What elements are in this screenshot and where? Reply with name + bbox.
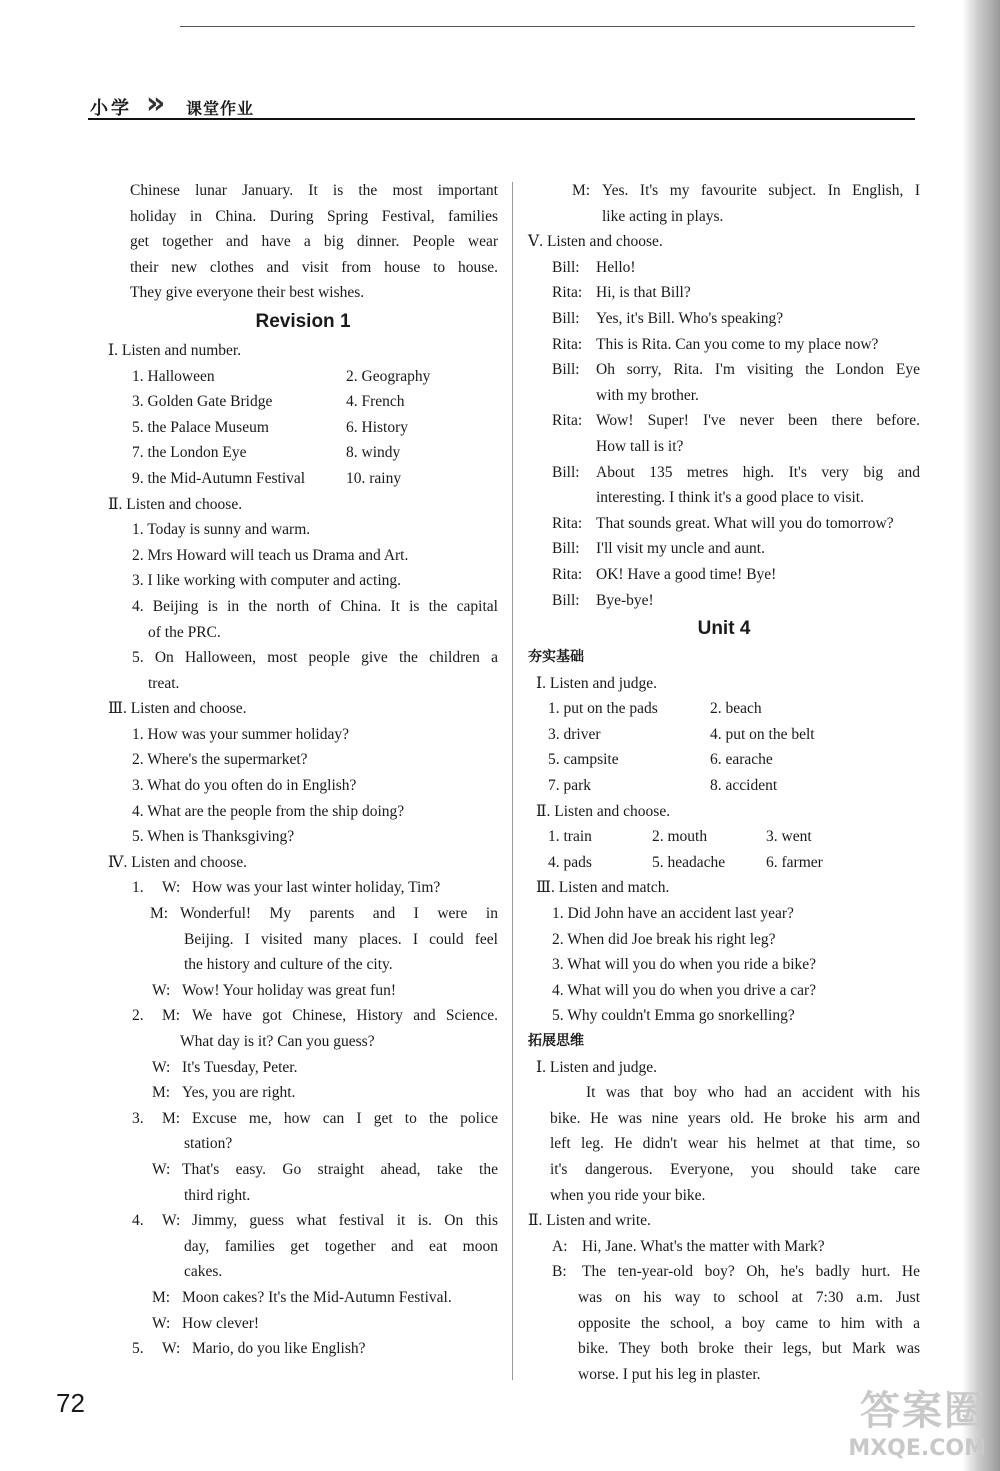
dialogue-line <box>552 357 920 383</box>
speaker: Rita: <box>552 412 583 430</box>
dialogue-text: Yes, it's Bill. Who's speaking? <box>596 309 784 327</box>
list-item: 4. pads <box>548 853 592 871</box>
dialogue-line <box>132 1106 498 1132</box>
speaker: M: <box>152 1084 171 1102</box>
list-item: 4. What are the people from the ship doing? <box>132 802 405 820</box>
intro-line: They give everyone their best wishes. <box>130 284 365 302</box>
intro-paragraph <box>108 178 498 306</box>
double-chevron-icon: » <box>146 86 166 121</box>
section-heading: Ⅰ. Listen and judge. <box>536 1058 658 1076</box>
dialogue-text-continued: Beijing. I visited many places. I could feel <box>184 930 498 948</box>
dialogue-text-continued: What day is it? Can you guess? <box>180 1033 375 1050</box>
header-school: 小学 <box>90 98 132 119</box>
list-item: 1. Today is sunny and warm. <box>132 521 311 539</box>
section-heading: Ⅱ. Listen and choose. <box>536 802 671 820</box>
paragraph-line: it's dangerous. Everyone, you should take care <box>550 1160 920 1178</box>
list-item: 4. What will you do when you drive a car? <box>552 981 816 999</box>
dialogue-number: 1. <box>132 879 144 897</box>
list-item: 5. headache <box>652 853 726 871</box>
dialogue-line <box>552 562 920 588</box>
dialogue-line <box>152 1311 498 1337</box>
list-item: 7. park <box>548 777 592 795</box>
dialogue-number: 2. <box>132 1007 144 1025</box>
dialogue-number: 3. <box>132 1109 144 1127</box>
list-item: 5. campsite <box>548 751 619 769</box>
list-item: 2. mouth <box>652 828 708 846</box>
section-heading: Ⅱ. Listen and write. <box>528 1212 651 1230</box>
list-item: 3. I like working with computer and acting. <box>132 572 402 590</box>
dialogue-line <box>152 1285 498 1311</box>
dialogue-line <box>552 255 920 281</box>
paragraph-line: left leg. He didn't wear his helmet at that time, so <box>550 1135 920 1153</box>
dialogue-text-continued: was on his way to school at 7:30 a.m. Just <box>578 1288 920 1306</box>
intro-line: Chinese lunar January. It is the most important <box>130 182 498 199</box>
list-item: 8. accident <box>710 777 778 795</box>
dialogue-line <box>152 1157 498 1183</box>
list-item: 1. Did John have an accident last year? <box>552 905 794 923</box>
dialogue-text-continued: third right. <box>184 1186 251 1204</box>
dialogue-text-continued: interesting. I think it's a good place to visit. <box>596 489 864 507</box>
speaker: Rita: <box>552 284 583 302</box>
dialogue-line <box>552 536 920 562</box>
list-item: 1. How was your summer holiday? <box>132 725 349 743</box>
page-edge-shadow <box>962 0 1000 1471</box>
section-heading: Ⅲ. Listen and match. <box>536 879 670 897</box>
speaker: B: <box>552 1263 567 1281</box>
speaker: Bill: <box>552 591 580 609</box>
dialogue-line <box>552 1259 920 1285</box>
top-rule <box>180 26 915 27</box>
dialogue-text-continued: with my brother. <box>596 386 699 404</box>
speaker: Rita: <box>552 514 583 532</box>
dialogue-line <box>552 1234 920 1260</box>
dialogue-text: The ten-year-old boy? Oh, he's badly hurt. He <box>582 1263 920 1281</box>
list-item: 4. Beijing is in the north of China. It is the capital <box>132 597 498 615</box>
speaker: A: <box>552 1237 568 1255</box>
dialogue-text: Jimmy, guess what festival it is. On this <box>192 1212 498 1230</box>
watermark-main: 答案圈 <box>860 1388 986 1434</box>
dialogue-text: That's easy. Go straight ahead, take the <box>182 1160 498 1178</box>
list-row <box>548 722 920 748</box>
intro-line: their new clothes and visit from house to house. <box>130 258 498 276</box>
dialogue-text: This is Rita. Can you come to my place now? <box>596 335 879 353</box>
header-book-title: 课堂作业 <box>186 99 255 118</box>
speaker: Rita: <box>552 565 583 583</box>
dialogue-text: Oh sorry, Rita. I'm visiting the London Eye <box>596 361 920 379</box>
subsection-heading: 夯实基础 <box>528 649 584 666</box>
list-item-continued: treat. <box>148 674 180 692</box>
list-item-continued: of the PRC. <box>148 623 221 641</box>
speaker: Bill: <box>552 540 580 558</box>
dialogue-text: Yes. It's my favourite subject. In English, I <box>602 182 920 199</box>
speaker: W: <box>152 1160 171 1178</box>
revision-title: Revision 1 <box>255 310 351 332</box>
dialogue-text: How was your last winter holiday, Tim? <box>192 879 441 897</box>
paragraph-line: It was that boy who had an accident with his <box>586 1084 920 1102</box>
list-item: 6. History <box>346 418 408 436</box>
list-item: 8. windy <box>346 444 401 462</box>
section-heading: Ⅳ. Listen and choose. <box>108 853 248 871</box>
dialogue-text: Excuse me, how can I get to the police <box>192 1109 498 1127</box>
list-row <box>132 466 498 492</box>
speaker: M: <box>162 1007 181 1025</box>
list-item: 5. When is Thanksgiving? <box>132 828 295 846</box>
speaker: W: <box>152 1314 171 1332</box>
dialogue-text: Wow! Your holiday was great fun! <box>182 981 396 999</box>
dialogue-line <box>552 460 920 486</box>
page-number: 72 <box>56 1388 85 1418</box>
list-item: 9. the Mid-Autumn Festival <box>132 469 306 487</box>
list-item: 3. What do you often do in English? <box>132 777 357 795</box>
list-item: 3. went <box>766 828 812 846</box>
speaker: Rita: <box>552 335 583 353</box>
dialogue-line <box>132 1003 498 1029</box>
dialogue-text-continued: opposite the school, a boy came to him with a <box>578 1314 920 1332</box>
section-heading: Ⅰ. Listen and judge. <box>536 674 658 692</box>
list-row <box>548 773 920 799</box>
list-item: 3. driver <box>548 725 601 743</box>
list-row <box>548 696 920 722</box>
section-heading: Ⅰ. Listen and number. <box>108 341 242 359</box>
list-item: 10. rainy <box>346 469 402 487</box>
dialogue-text: About 135 metres high. It's very big and <box>596 463 920 481</box>
dialogue-line <box>552 306 920 332</box>
section-heading: Ⅴ. Listen and choose. <box>528 233 663 251</box>
list-item: 1. Halloween <box>132 367 215 385</box>
speaker: Bill: <box>552 361 580 379</box>
dialogue-text: Wonderful! My parents and I were in <box>180 905 498 923</box>
list-row <box>132 440 498 466</box>
dialogue-line <box>552 511 920 537</box>
list-item: 2. beach <box>710 700 762 718</box>
dialogue-line <box>132 875 498 901</box>
list-item: 4. put on the belt <box>710 725 815 743</box>
dialogue-line <box>132 1208 498 1234</box>
left-column <box>108 178 498 1362</box>
list-item: 5. the Palace Museum <box>132 418 269 436</box>
dialogue-text: OK! Have a good time! Bye! <box>596 565 777 583</box>
watermark-site: MXQE.COM <box>848 1436 986 1461</box>
dialogue-text: How clever! <box>182 1314 260 1332</box>
list-item: 7. the London Eye <box>132 444 247 462</box>
right-column <box>528 178 920 1387</box>
unit-title: Unit 4 <box>697 618 751 640</box>
list-item: 1. train <box>548 828 592 846</box>
speaker: Bill: <box>552 309 580 327</box>
speaker: W: <box>162 1212 181 1230</box>
speaker: Bill: <box>552 258 580 276</box>
paragraph-line: bike. He was nine years old. He broke his arm and <box>550 1109 920 1127</box>
dialogue-text: Wow! Super! I've never been there before. <box>596 412 920 430</box>
column-divider <box>512 182 513 1380</box>
dialogue-text-continued: station? <box>184 1135 233 1153</box>
list-item: 5. On Halloween, most people give the children a <box>132 649 498 667</box>
list-item: 2. Geography <box>346 367 431 385</box>
speaker: M: <box>152 1288 171 1306</box>
dialogue-text: Moon cakes? It's the Mid-Autumn Festival. <box>182 1288 452 1306</box>
dialogue-text: Bye-bye! <box>596 591 654 609</box>
list-item: 6. earache <box>710 751 773 769</box>
dialogue-line <box>552 408 920 434</box>
list-item: 6. farmer <box>766 853 823 871</box>
dialogue-line <box>152 1055 498 1081</box>
dialogue-number: 4. <box>132 1212 144 1230</box>
dialogue-text: It's Tuesday, Peter. <box>182 1058 298 1076</box>
dialogue-text: Hi, is that Bill? <box>596 284 691 302</box>
dialogue-line <box>152 1080 498 1106</box>
dialogue-text-continued: How tall is it? <box>596 437 684 455</box>
speaker: M: <box>162 1109 181 1127</box>
list-item: 5. Why couldn't Emma go snorkelling? <box>552 1007 795 1025</box>
speaker: W: <box>152 1058 171 1076</box>
list-row <box>548 824 920 850</box>
dialogue-text-continued: bike. They both broke their legs, but Mark was <box>578 1340 920 1358</box>
dialogue-text-continued: day, families get together and eat moon <box>184 1237 498 1255</box>
dialogue-number: 5. <box>132 1340 144 1358</box>
list-item: 2. Where's the supermarket? <box>132 751 308 769</box>
dialogue-text: Yes, you are right. <box>182 1084 296 1102</box>
page-header <box>88 88 915 122</box>
subsection-heading: 拓展思维 <box>528 1033 584 1049</box>
speaker: M: <box>150 905 169 923</box>
dialogue-text: I'll visit my uncle and aunt. <box>596 540 765 558</box>
dialogue-text: That sounds great. What will you do tomorrow? <box>596 514 894 532</box>
dialogue-text: Hi, Jane. What's the matter with Mark? <box>582 1237 825 1255</box>
watermark <box>848 1379 986 1461</box>
list-item: 2. Mrs Howard will teach us Drama and Art. <box>132 546 409 564</box>
dialogue-line <box>552 332 920 358</box>
speaker: W: <box>152 981 171 999</box>
dialogue-text: Mario, do you like English? <box>192 1340 366 1358</box>
list-item: 1. put on the pads <box>548 700 658 718</box>
section-heading: Ⅲ. Listen and choose. <box>108 700 247 718</box>
dialogue-text-continued: the history and culture of the city. <box>184 956 393 974</box>
speaker: W: <box>162 879 181 897</box>
dialogue-line <box>552 588 920 614</box>
dialogue-line <box>552 280 920 306</box>
list-item: 2. When did Joe break his right leg? <box>552 930 776 948</box>
dialogue-text-continued: worse. I put his leg in plaster. <box>578 1365 761 1383</box>
paragraph-line: when you ride your bike. <box>550 1186 706 1204</box>
dialogue-line <box>150 901 498 927</box>
dialogue-text: We have got Chinese, History and Science. <box>192 1007 498 1025</box>
list-item: 3. What will you do when you ride a bike? <box>552 956 817 974</box>
list-row <box>548 747 920 773</box>
dialogue-line <box>152 978 498 1004</box>
intro-line: holiday in China. During Spring Festival, families <box>130 207 498 225</box>
list-row <box>132 415 498 441</box>
list-row <box>132 364 498 390</box>
list-item: 4. French <box>346 393 405 411</box>
dialogue-text: Hello! <box>596 258 636 276</box>
speaker: W: <box>162 1340 181 1358</box>
section-heading: Ⅱ. Listen and choose. <box>108 495 243 513</box>
speaker: Bill: <box>552 463 580 481</box>
speaker: M: <box>572 182 591 199</box>
list-row <box>132 389 498 415</box>
dialogue-text-continued: like acting in plays. <box>602 207 724 225</box>
list-item: 3. Golden Gate Bridge <box>132 393 273 411</box>
dialogue-text-continued: cakes. <box>184 1263 223 1281</box>
header-rule <box>88 118 915 120</box>
dialogue-line <box>132 1336 498 1362</box>
dialogue-line <box>572 178 920 204</box>
intro-line: get together and have a big dinner. People wear <box>130 233 498 251</box>
list-row <box>548 850 920 876</box>
